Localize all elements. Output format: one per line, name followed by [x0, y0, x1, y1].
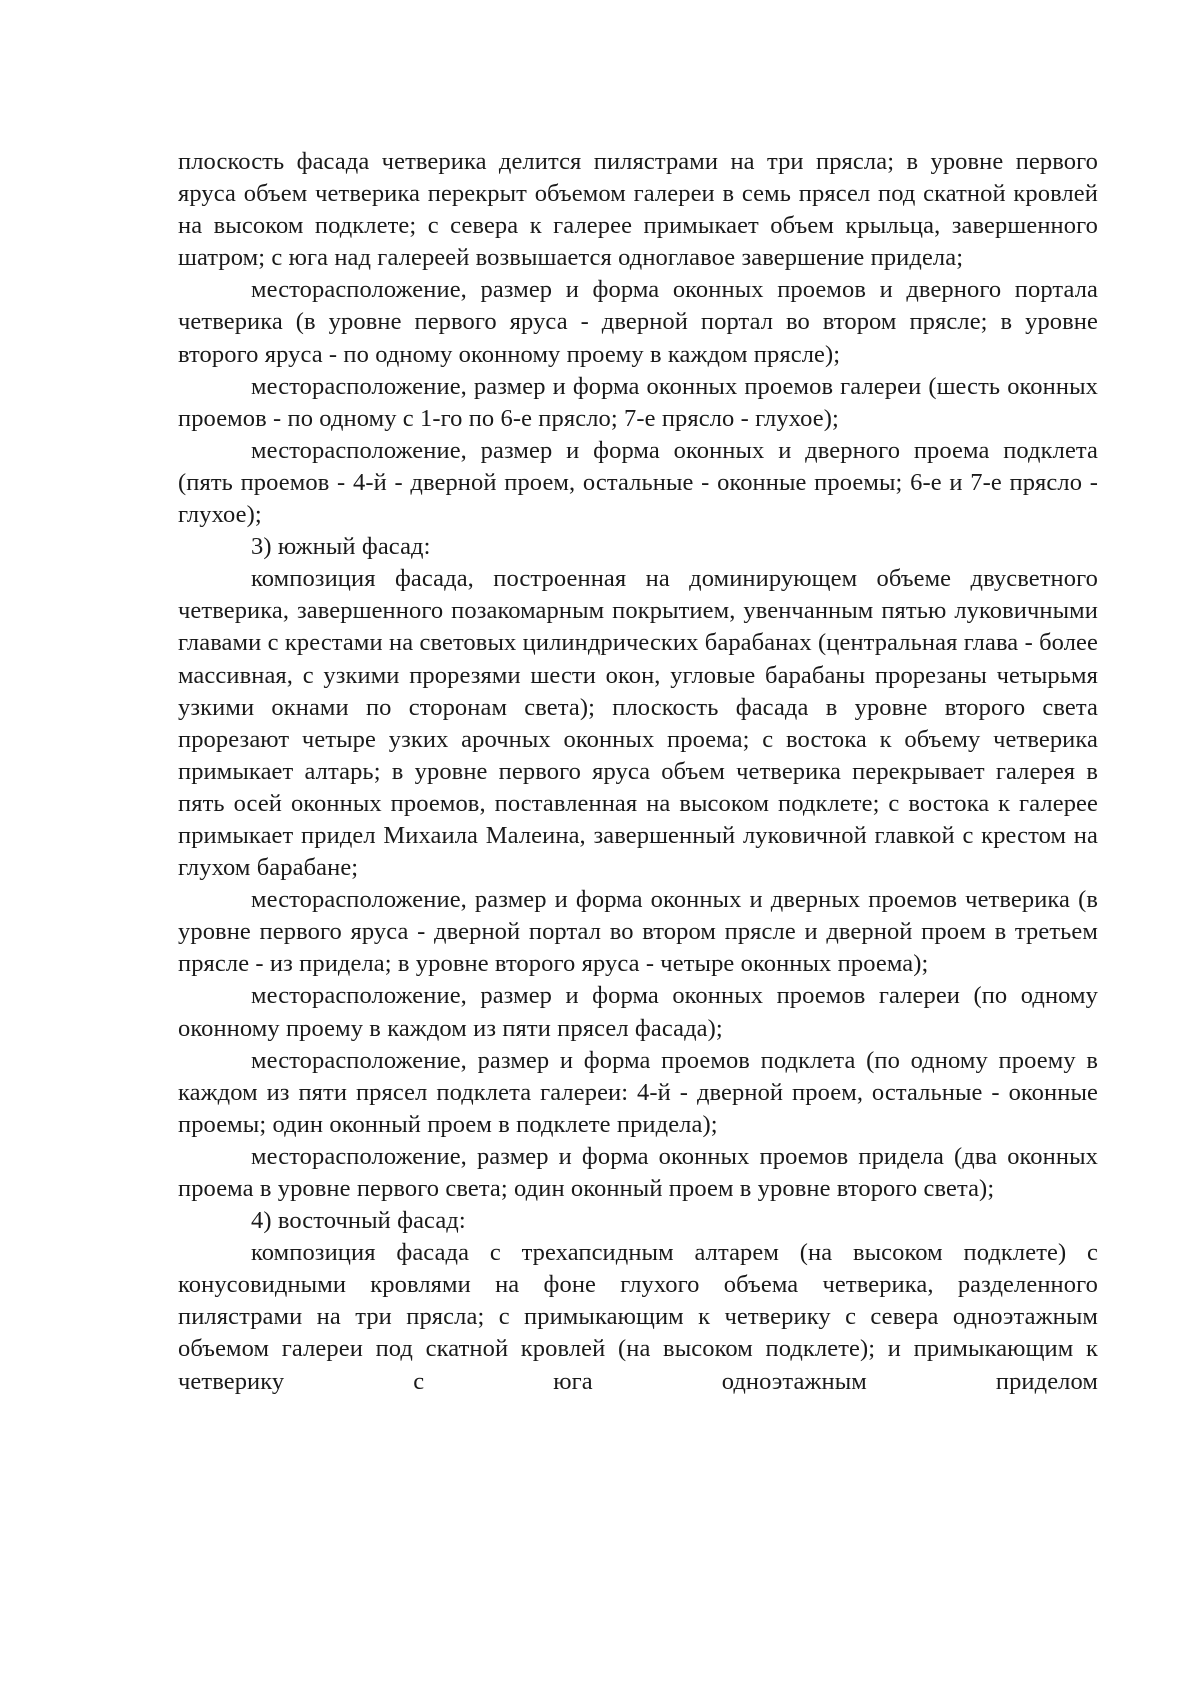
document-body	[178, 146, 1098, 1398]
paragraph-north-quadrangle-openings: месторасположение, размер и форма оконных проемов и дверного портала четверика (в уровне первого яруса - дверной портал во втором прясле; в уровне второго яруса - по одному оконному проему в каждом прясле);	[178, 276, 1098, 368]
paragraph-east-composition: композиция фасада с трехапсидным алтарем (на высоком подклете) с конусовидными кровлями на фоне глухого объема четверика, разделенного пилястрами на три прясла; с примыкающим к четверику с севера одноэтажным объемом галереи под скатной кровлей (на высоком подклете); и примыкающим к четверику с юга одноэтажным приделом	[178, 1239, 1098, 1395]
paragraph-north-podklet-openings: месторасположение, размер и форма оконных и дверного проема подклета (пять проемов - 4-й - дверной проем, остальные - оконные проемы; 6-е и 7-е прясло - глухое);	[178, 436, 1098, 529]
paragraph-north-gallery-openings: месторасположение, размер и форма оконных проемов галереи (шесть оконных проемов - по одному с 1-го по 6-е прясло; 7-е прясло - глухое);	[178, 372, 1098, 432]
paragraph-south-podklet-openings: месторасположение, размер и форма проемов подклета (по одному проему в каждом из пяти прясел подклета галереи: 4-й - дверной проем, остальные - оконные проемы; один оконный проем в подклете придела);	[178, 1046, 1098, 1138]
paragraph-north-facade-continued: плоскость фасада четверика делится пилястрами на три прясла; в уровне первого яруса объем четверика перекрыт объемом галереи в семь прясел под скатной кровлей на высоком подклете; с севера к галерее примыкает объем крыльца, завершенного шатром; с юга над галереей возвышается одноглавое завершение придела;	[178, 148, 1098, 272]
heading-south-facade: 3) южный фасад:	[251, 533, 431, 561]
paragraph-south-gallery-openings: месторасположение, размер и форма оконных проемов галереи (по одному оконному проему в каждом из пяти прясел фасада);	[178, 982, 1098, 1042]
paragraph-south-quadrangle-openings: месторасположение, размер и форма оконных и дверных проемов четверика (в уровне первого яруса - дверной портал во втором прясле и дверной проем в третьем прясле - из придела; в уровне второго яруса - четыре оконных проема);	[178, 886, 1098, 978]
heading-east-facade: 4) восточный фасад:	[251, 1207, 466, 1235]
paragraph-south-chapel-openings: месторасположение, размер и форма оконных проемов придела (два оконных проема в уровне первого света; один оконный проем в уровне второго света);	[178, 1142, 1098, 1202]
paragraph-south-composition: композиция фасада, построенная на доминирующем объеме двусветного четверика, завершенного позакомарным покрытием, увенчанным пятью луковичными главами с крестами на световых цилиндрических барабанах (центральная глава - более массивная, с узкими прорезями шести окон, угловые барабаны прорезаны четырьмя узкими окнами по сторонам света); плоскость фасада в уровне второго света прорезают четыре узких арочных оконных проема; с востока к объему четверика примыкает алтарь; в уровне первого яруса объем четверика перекрывает галерея в пять осей оконных проемов, поставленная на высоком подклете; с востока к галерее примыкает придел Михаила Малеина, завершенный луковичной главкой с крестом на глухом барабане;	[178, 565, 1098, 882]
